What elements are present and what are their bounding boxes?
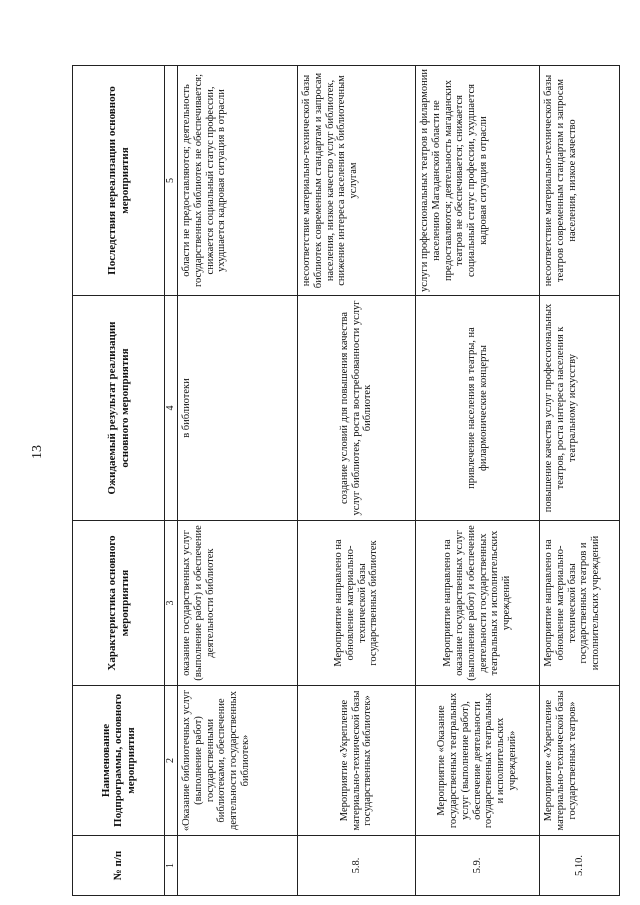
- row-expected: повышение качества услуг профессиональных театров, роста интереса населения к театральному искусству: [540, 296, 620, 521]
- col-number: 2: [165, 686, 178, 836]
- row-characteristic: Мероприятие направлено на оказание государственных услуг (выполнение работ) и обеспечение деятельности государственных театральных и исполнительских учреждений: [416, 521, 540, 686]
- row-expected: привлечение населения в театры, на филармонические концерты: [416, 296, 540, 521]
- header-num: № п/п: [73, 836, 165, 896]
- header-characteristic: Характеристика основного мероприятия: [73, 521, 165, 686]
- row-consequences: области не предоставляются; деятельность государственных библиотек не обеспечивается; снижается социальный статус профессии, ухудшается кадровая ситуация в отрасли: [178, 66, 298, 296]
- row-num: 5.8.: [298, 836, 416, 896]
- row-num: [178, 836, 298, 896]
- table-row: [178, 66, 298, 896]
- header-name: Наименование Подпрограммы, основного мероприятия: [73, 686, 165, 836]
- row-expected: в библиотеки: [178, 296, 298, 521]
- row-characteristic: Мероприятие направлено на обновление материально-технической базы государственных театров и исполнительских учреждений: [540, 521, 620, 686]
- row-num: 5.10.: [540, 836, 620, 896]
- row-name: «Оказание библиотечных услуг (выполнение работ) государственными библиотеками, обеспечение деятельности государственных библиотек»: [178, 686, 298, 836]
- col-number: 3: [165, 521, 178, 686]
- row-characteristic: Мероприятие направлено на обновление материально-технической базы государственных библиотек: [298, 521, 416, 686]
- table-row: [540, 66, 620, 896]
- row-consequences: несоответствие материально-технической базы библиотек современным стандартам и запросам населения, низкое качество услуг библиотек, снижение интереса населения к библиотечным услугам: [298, 66, 416, 296]
- col-number: 5: [165, 66, 178, 296]
- activities-table-container: [72, 66, 601, 896]
- row-num: 5.9.: [416, 836, 540, 896]
- col-number: 4: [165, 296, 178, 521]
- activities-table: [72, 65, 620, 896]
- row-consequences: несоответствие материально-технической базы театров современным стандартам и запросам населения, низкое качество: [540, 66, 620, 296]
- table-row: [416, 66, 540, 896]
- header-row: [73, 66, 165, 896]
- col-number: 1: [165, 836, 178, 896]
- row-consequences: услуги профессиональных театров и филармонии населению Магаданской области не предоставляются; деятельность магаданских театров не обеспечивается; снижается социальный статус профессии, ухудшается кадровая ситуация в отрасли: [416, 66, 540, 296]
- row-name: Мероприятие «Оказание государственных театральных услуг (выполнение работ), обеспечение деятельности государственных театральных и исполнительских учреждений»: [416, 686, 540, 836]
- row-characteristic: оказание государственных услуг (выполнение работ) и обеспечение деятельности библиотек: [178, 521, 298, 686]
- page-number: 13: [30, 445, 45, 459]
- column-number-row: [165, 66, 178, 896]
- header-expected: Ожидаемый результат реализации основного мероприятия: [73, 296, 165, 521]
- row-name: Мероприятие «Укрепление материально-технической базы государственных театров»: [540, 686, 620, 836]
- row-name: Мероприятие «Укрепление материально-технической базы государственных библиотек»: [298, 686, 416, 836]
- table-row: [298, 66, 416, 896]
- row-expected: создание условий для повышения качества услуг библиотек, роста востребованности услуг библиотек: [298, 296, 416, 521]
- header-consequences: Последствия нереализации основного мероприятия: [73, 66, 165, 296]
